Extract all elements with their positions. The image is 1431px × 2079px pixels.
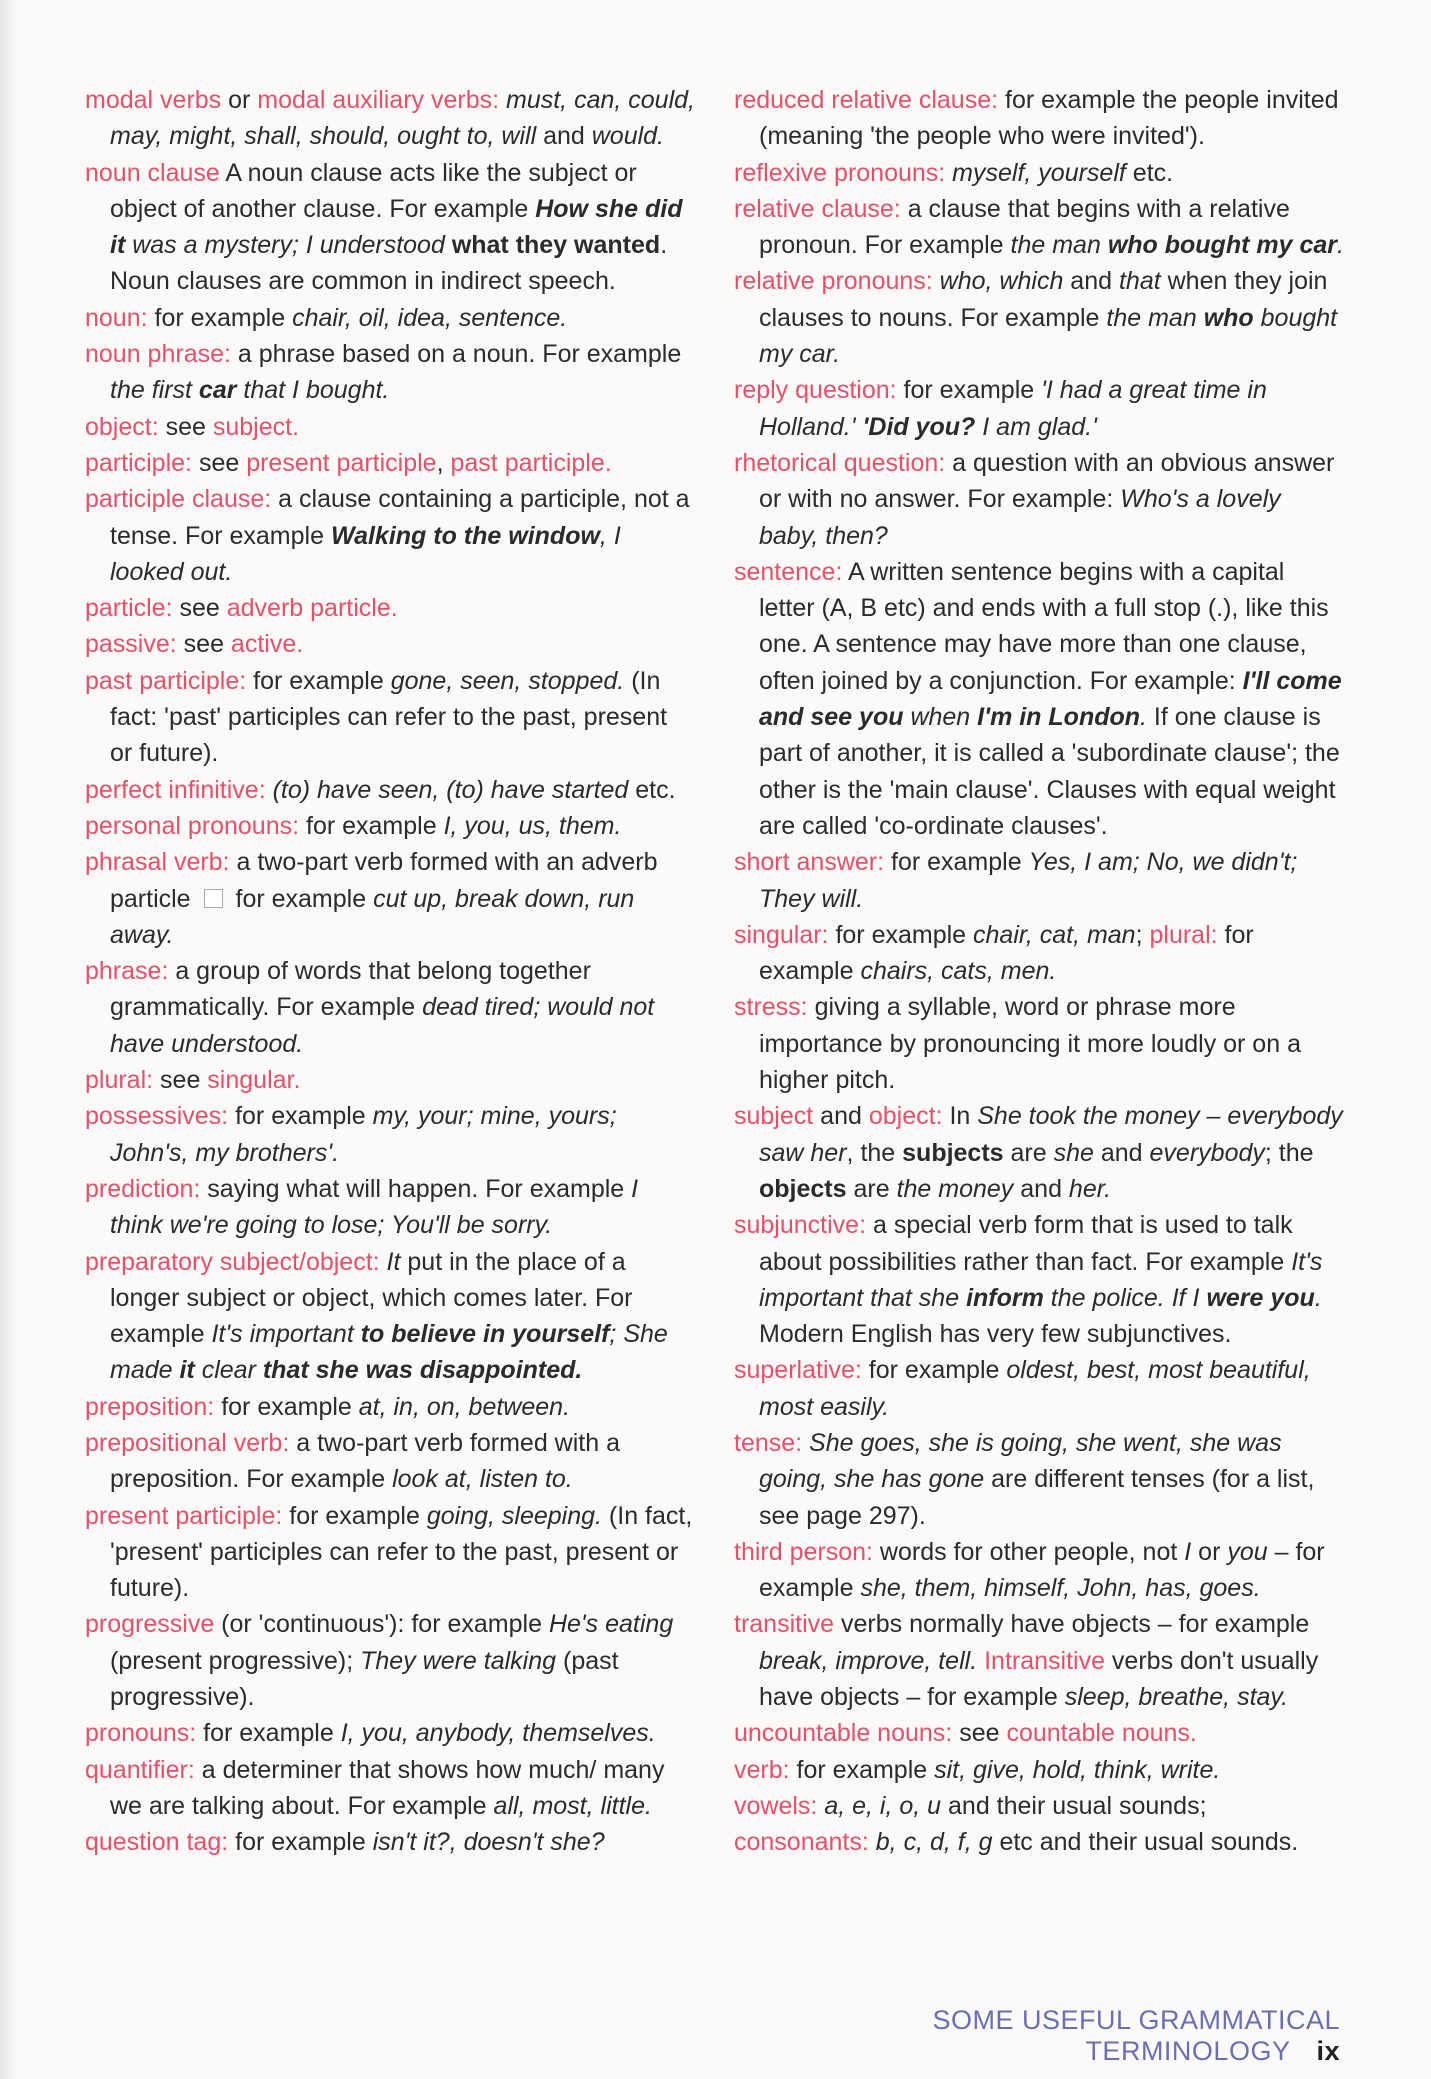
bold-example-text: that she was disappointed.: [262, 1356, 583, 1385]
text: put in the place of a longer subject or object, which comes later. For example: [110, 1247, 633, 1349]
term: adverb particle.: [226, 594, 398, 623]
right-glossary-entry: [734, 1752, 1346, 1788]
text: a determiner that shows how much/ many we are talking about. For example: [110, 1755, 665, 1820]
text: for example: [299, 811, 444, 840]
left-glossary-entry: [85, 155, 695, 300]
text: for example: [228, 1102, 373, 1131]
term: consonants:: [734, 1828, 869, 1857]
text: and: [1093, 1138, 1150, 1167]
term: object:: [85, 412, 159, 441]
text: ,: [436, 448, 451, 477]
page-footer: [700, 2005, 1340, 2067]
term: rhetorical question:: [734, 448, 946, 477]
example-text: was a mystery; I understood: [125, 231, 452, 260]
text: (present progressive);: [110, 1646, 361, 1675]
right-glossary-entry: [734, 191, 1346, 264]
text: ; the: [1264, 1138, 1314, 1167]
right-glossary-entry: [734, 155, 1346, 191]
text: see: [153, 1066, 208, 1095]
example-text: Who's a lovely baby, then?: [759, 485, 1281, 550]
text: for example: [282, 1501, 427, 1530]
text: A written sentence begins with a capital letter (A, B etc) and ends with a full stop (.), like this one. A sentence may have more than one clause, often joined by a conjunction. For example:: [759, 557, 1329, 695]
example-text: sleep, breathe, stay.: [1064, 1683, 1289, 1712]
example-text: bought my car.: [759, 303, 1338, 369]
text: for example: [896, 376, 1042, 405]
example-text: my, your; mine, yours; John's, my brothers'.: [110, 1102, 617, 1167]
right-glossary-entry: [734, 1715, 1346, 1751]
example-text: I, you, anybody, themselves.: [340, 1719, 656, 1748]
example-text: the man: [1106, 303, 1204, 332]
term: quantifier:: [85, 1755, 195, 1784]
term: reduced relative clause:: [734, 86, 999, 114]
text: If one clause is part of another, it is called a 'subordinate clause'; the other is the 'main clause'. Clauses with equal weight are called 'co-ordinate clauses'.: [759, 703, 1340, 840]
left-glossary-entry: [85, 772, 695, 808]
bold-text: what they wanted: [451, 231, 661, 260]
text: a clause containing a participle, not a tense. For example: [110, 485, 690, 550]
text: a group of words that belong together grammatically. For example: [110, 957, 591, 1022]
example-text: It's important: [211, 1320, 361, 1349]
bold-example-text: I'll come and see you: [759, 666, 1342, 732]
bold-example-text: who bought my car: [1107, 231, 1337, 260]
text: for example: [196, 1719, 341, 1748]
term: Intransitive: [984, 1646, 1105, 1675]
term: tense:: [734, 1428, 803, 1457]
term: past participle:: [85, 666, 247, 695]
text: etc.: [628, 775, 676, 804]
text: for example: [759, 920, 1254, 986]
bold-example-text: car: [198, 376, 237, 405]
bold-example-text: who: [1203, 303, 1254, 332]
example-text: the money: [896, 1174, 1014, 1203]
term: verb:: [734, 1755, 790, 1784]
text: , the: [846, 1138, 903, 1167]
left-glossary-entry: [85, 590, 695, 626]
right-glossary-entry: [734, 1098, 1346, 1207]
example-text: when: [903, 703, 978, 732]
example-text: must, can, could, may, might, shall, should, ought to, will: [110, 86, 695, 151]
right-glossary-entry: [734, 1606, 1346, 1715]
example-text: a, e, i, o, u: [817, 1791, 942, 1820]
example-text: 'I had a great time in Holland.': [759, 376, 1267, 441]
bold-example-text: to believe in yourself: [360, 1320, 610, 1349]
text: for example: [884, 848, 1029, 877]
term: present participle: [246, 448, 437, 477]
right-glossary-entry: [734, 1788, 1346, 1824]
bold-example-text: it: [179, 1356, 195, 1385]
term: vowels:: [734, 1791, 818, 1820]
example-text: the man: [1010, 231, 1108, 260]
right-glossary-entry: [734, 1425, 1346, 1534]
example-text: the police. If I: [1043, 1283, 1207, 1312]
particle-box-icon: [204, 889, 223, 908]
text: are different tenses (for a list, see page 297).: [759, 1465, 1315, 1530]
example-text: .: [1314, 1283, 1322, 1312]
example-text: He's eating: [548, 1610, 674, 1639]
example-text: I, you, us, them.: [443, 811, 622, 840]
example-text: that: [1118, 267, 1161, 296]
term: superlative:: [734, 1356, 862, 1385]
example-text: dead tired; would not have understood.: [110, 993, 655, 1058]
left-glossary-entry: [85, 1244, 695, 1389]
text: (In fact, 'present' participles can refer to the past, present or future).: [110, 1501, 693, 1603]
text: Modern English has very few subjunctives.: [759, 1320, 1232, 1349]
left-glossary-entry: [85, 1425, 695, 1498]
text: for example: [861, 1356, 1007, 1385]
term: perfect infinitive:: [85, 775, 266, 804]
glossary-right-column: [734, 82, 1346, 1861]
term: transitive: [734, 1610, 835, 1639]
term: particle:: [85, 594, 173, 623]
term: relative clause:: [734, 194, 901, 223]
example-text: gone, seen, stopped.: [390, 666, 625, 695]
left-glossary-entry: [85, 336, 695, 409]
example-text: I think we're going to lose; You'll be sorry.: [110, 1174, 639, 1240]
text: are: [846, 1174, 897, 1203]
term: singular.: [207, 1066, 301, 1095]
text: words for other people, not: [872, 1537, 1185, 1566]
left-glossary-entry: [85, 82, 695, 155]
term: singular:: [734, 920, 829, 949]
term: progressive: [85, 1610, 215, 1639]
text: see: [172, 594, 227, 623]
left-glossary-entry: [85, 300, 695, 336]
term: question tag:: [85, 1828, 229, 1857]
text: and their usual sounds;: [941, 1791, 1207, 1820]
term: noun:: [85, 303, 148, 332]
right-glossary-entry: [734, 1824, 1346, 1860]
example-text: she: [1053, 1138, 1094, 1167]
left-glossary-entry: [85, 1715, 695, 1751]
text: for example: [789, 1755, 935, 1784]
term: preposition:: [85, 1392, 215, 1421]
text: or: [221, 86, 258, 114]
example-text: It: [379, 1247, 401, 1276]
example-text: I am glad.': [975, 412, 1097, 441]
example-text: .: [1337, 231, 1344, 260]
right-glossary-entry: [734, 1534, 1346, 1607]
text: see: [192, 448, 247, 477]
text: for example: [228, 884, 374, 913]
example-text: clear: [194, 1356, 263, 1385]
term: noun clause: [85, 158, 220, 187]
term: third person:: [734, 1537, 873, 1566]
text: see: [158, 412, 213, 441]
right-glossary-entry: [734, 263, 1346, 372]
text: a two-part verb formed with a preposition. For example: [110, 1428, 620, 1494]
example-text: you: [1227, 1537, 1268, 1566]
example-text: the first: [110, 376, 199, 405]
example-text: (to) have seen, (to) have started: [265, 775, 629, 804]
term: modal auxiliary verbs:: [257, 86, 500, 114]
term: present participle:: [85, 1501, 283, 1530]
example-text: look at, listen to.: [392, 1465, 573, 1494]
text: a question with an obvious answer or with no answer. For example:: [759, 448, 1335, 514]
left-glossary-entry: [85, 1389, 695, 1425]
text: for example: [147, 303, 293, 332]
text: a two-part verb formed with an adverb particle: [110, 848, 658, 913]
text: a clause that begins with a relative pronoun. For example: [759, 194, 1290, 260]
text: see: [952, 1719, 1007, 1748]
text: for example: [228, 1828, 373, 1857]
text: or: [1191, 1537, 1228, 1566]
text: verbs normally have objects – for example: [834, 1610, 1310, 1639]
term: short answer:: [734, 848, 885, 877]
right-glossary-entry: [734, 989, 1346, 1098]
right-glossary-entry: [734, 554, 1346, 844]
term: plural:: [85, 1066, 154, 1095]
term: participle:: [85, 448, 192, 477]
example-text: b, c, d, f, g: [868, 1828, 993, 1857]
example-text: going, sleeping.: [426, 1501, 602, 1530]
text: for example: [214, 1392, 359, 1421]
glossary-left-column: [85, 82, 695, 1861]
example-text: ; She made: [110, 1320, 668, 1385]
example-text: She took the money – everybody saw her: [759, 1102, 1343, 1167]
bold-example-text: How she did it: [110, 194, 683, 260]
left-glossary-entry: [85, 1171, 695, 1244]
example-text: that I bought.: [236, 376, 390, 405]
example-text: She goes, she is going, she went, she was going, she has gone: [759, 1428, 1282, 1494]
left-glossary-entry: [85, 1752, 695, 1825]
term: past participle.: [450, 448, 612, 477]
text: . Noun clauses are common in indirect speech.: [110, 231, 668, 296]
left-glossary-entry: [85, 445, 695, 481]
example-text: at, in, on, between.: [358, 1392, 571, 1421]
right-glossary-entry: [734, 1207, 1346, 1352]
left-glossary-entry: [85, 1606, 695, 1715]
term: noun phrase:: [85, 340, 231, 369]
text: are: [1003, 1138, 1054, 1167]
bold-text: objects: [759, 1174, 847, 1203]
example-text: isn't it?, doesn't she?: [372, 1828, 605, 1857]
example-text: her.: [1068, 1174, 1112, 1203]
left-glossary-entry: [85, 626, 695, 662]
text: saying what will happen. For example: [200, 1174, 632, 1203]
term: sentence:: [734, 557, 843, 586]
text: a special verb form that is used to talk about possibilities rather than fact. For example: [759, 1211, 1293, 1276]
text: see: [176, 630, 231, 659]
term: subject.: [212, 412, 300, 441]
term: prepositional verb:: [85, 1428, 290, 1457]
example-text: chairs, cats, men.: [860, 957, 1057, 986]
bold-text: subjects: [902, 1138, 1004, 1167]
example-text: Yes, I am; No, we didn't; They will.: [759, 848, 1298, 913]
right-glossary-entry: [734, 917, 1346, 990]
text: (In fact: 'past' participles can refer to the past, present or future).: [110, 666, 668, 768]
text: In: [942, 1102, 978, 1131]
term: modal verbs: [85, 86, 222, 114]
left-glossary-entry: [85, 844, 695, 953]
left-glossary-entry: [85, 1062, 695, 1098]
bold-example-text: inform: [966, 1283, 1044, 1312]
term: object:: [868, 1102, 943, 1131]
bold-example-text: 'Did you?: [862, 412, 976, 441]
example-text: would.: [591, 122, 664, 151]
term: personal pronouns:: [85, 811, 300, 840]
term: active.: [230, 630, 304, 659]
left-glossary-entry: [85, 1824, 695, 1860]
text: etc and their usual sounds.: [992, 1828, 1299, 1857]
example-text: They were talking: [360, 1646, 557, 1675]
example-text: everybody: [1149, 1138, 1265, 1167]
term: phrasal verb:: [85, 848, 230, 877]
text: when they join clauses to nouns. For example: [759, 267, 1328, 332]
text: – for example: [759, 1537, 1325, 1603]
text: and: [813, 1102, 869, 1131]
text: and: [536, 122, 592, 151]
example-text: who, which: [932, 267, 1064, 296]
example-text: all, most, little.: [493, 1791, 652, 1820]
example-text: she, them, himself, John, has, goes.: [860, 1574, 1261, 1603]
page-number: ix: [1316, 2036, 1340, 2066]
example-text: I: [1184, 1537, 1192, 1566]
example-text: myself, yourself: [945, 158, 1126, 187]
running-footer-title: SOME USEFUL GRAMMATICAL TERMINOLOGY: [932, 2005, 1340, 2066]
term: prediction:: [85, 1174, 201, 1203]
text: for example: [828, 920, 974, 949]
text: verbs don't usually have objects – for example: [759, 1646, 1319, 1712]
term: relative pronouns:: [734, 267, 933, 296]
term: subject: [734, 1102, 814, 1131]
left-glossary-entry: [85, 481, 695, 590]
bold-example-text: I'm in London: [977, 703, 1141, 732]
example-text: .: [1140, 703, 1147, 732]
text: and: [1013, 1174, 1069, 1203]
example-text: chair, oil, idea, sentence.: [292, 303, 568, 332]
term: passive:: [85, 630, 177, 659]
example-text: cut up, break down, run away.: [110, 884, 635, 949]
right-glossary-entry: [734, 445, 1346, 554]
example-text: It's important that she: [759, 1247, 1323, 1312]
example-text: chair, cat, man: [973, 920, 1136, 949]
right-glossary-entry: [734, 1352, 1346, 1425]
page-gutter-shadow: [0, 0, 18, 2079]
left-glossary-entry: [85, 808, 695, 844]
text: ;: [1135, 920, 1150, 949]
term: participle clause:: [85, 485, 272, 514]
term: possessives:: [85, 1102, 229, 1131]
right-glossary-entry: [734, 372, 1346, 445]
example-text: , I looked out.: [110, 521, 621, 586]
text: (or 'continuous'): for example: [214, 1610, 549, 1639]
left-glossary-entry: [85, 953, 695, 1062]
term: phrase:: [85, 957, 169, 986]
term: uncountable nouns:: [734, 1719, 953, 1748]
text: for example: [246, 666, 391, 695]
example-text: oldest, best, most beautiful, most easily.: [759, 1356, 1311, 1421]
term: reflexive pronouns:: [734, 158, 946, 187]
text: A noun clause acts like the subject or object of another clause. For example: [110, 158, 637, 223]
left-glossary-entry: [85, 1098, 695, 1171]
left-glossary-entry: [85, 1498, 695, 1607]
left-glossary-entry: [85, 663, 695, 772]
term: reply question:: [734, 376, 897, 405]
right-glossary-entry: [734, 844, 1346, 917]
term: subjunctive:: [734, 1211, 867, 1240]
text: a phrase based on a noun. For example: [230, 340, 682, 369]
text: and: [1063, 267, 1119, 296]
text: for example the people invited (meaning 'the people who were invited').: [759, 86, 1339, 151]
text: (past progressive).: [110, 1646, 619, 1712]
bold-example-text: were you: [1206, 1283, 1315, 1312]
term: countable nouns.: [1006, 1719, 1197, 1748]
right-glossary-entry: [734, 82, 1346, 155]
left-glossary-entry: [85, 409, 695, 445]
term: plural:: [1149, 920, 1218, 949]
text: etc.: [1125, 158, 1174, 187]
example-text: sit, give, hold, think, write.: [934, 1755, 1221, 1784]
text: giving a syllable, word or phrase more importance by pronouncing it more loudly or on a higher pitch.: [759, 993, 1301, 1095]
term: stress:: [734, 993, 808, 1022]
bold-example-text: Walking to the window: [330, 521, 600, 550]
term: preparatory subject/object:: [85, 1247, 380, 1276]
term: pronouns:: [85, 1719, 197, 1748]
example-text: break, improve, tell.: [759, 1646, 978, 1675]
